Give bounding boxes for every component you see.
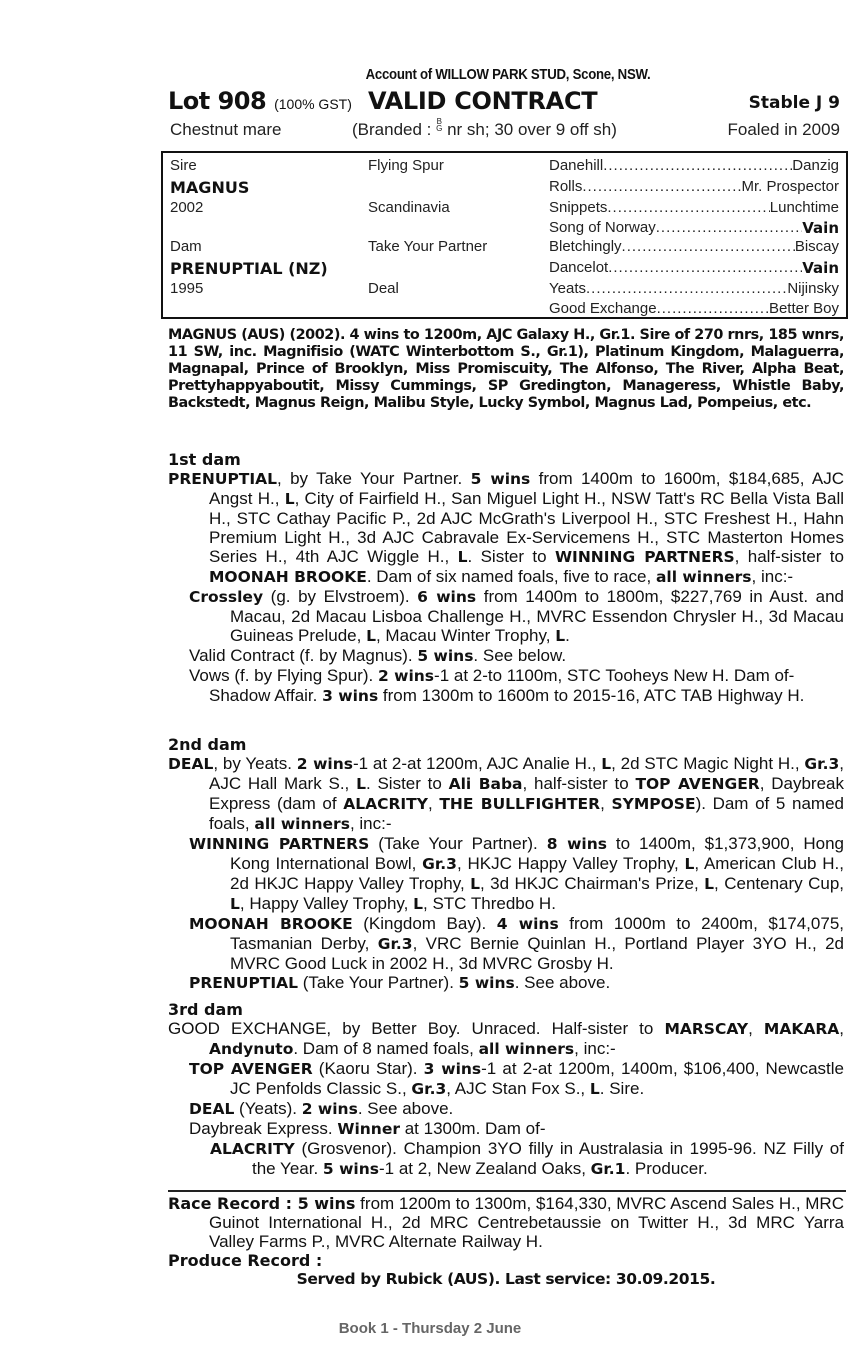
bold-text: ALACRITY (343, 795, 428, 813)
produce-record-label: Produce Record : (168, 1251, 323, 1270)
bold-text: TOP AVENGER (189, 1060, 313, 1078)
leader-dots (586, 280, 787, 297)
dam-dam: Deal (368, 280, 399, 297)
leader-dots (657, 300, 769, 317)
bold-text: 3 wins (322, 687, 379, 705)
text-run: , inc:- (349, 814, 392, 833)
text-run: GOOD EXCHANGE, by Better Boy. Unraced. Half-sister to (168, 1019, 665, 1038)
third-dam-main (168, 1019, 844, 1059)
text-run: . Sister to (467, 547, 555, 566)
bold-text: 5 wins (417, 647, 474, 665)
grandparent-row (549, 238, 839, 255)
bold-text: 8 wins (546, 835, 607, 853)
bold-text: 3 wins (423, 1060, 482, 1078)
text-run: -1 at 2-at 1200m, 1400m, $106,400, Newcastle JC Penfolds Classic S., (230, 1059, 844, 1098)
bold-text: Winner (337, 1120, 400, 1138)
bold-text: MOONAH BROOKE (209, 568, 367, 586)
bold-text: 6 wins (417, 588, 477, 606)
grandparent-row (549, 259, 839, 277)
leader-dots (582, 178, 741, 195)
bold-text: Andynuto (209, 1040, 294, 1058)
text-run: , 2d STC Magic Night H., (611, 754, 805, 773)
text-run: , AJC Stan Fox S., (446, 1079, 590, 1098)
sire-sire: Flying Spur (368, 157, 444, 174)
text-run: ). Dam of 5 named foals, (209, 794, 844, 833)
text-run: , inc:- (751, 567, 794, 586)
text-run: (Kingdom Bay). (352, 914, 497, 933)
bold-text: PRENUPTIAL (168, 470, 278, 488)
bold-text: 2 wins (301, 1100, 358, 1118)
text-run: , Daybreak Express (dam of (209, 774, 845, 813)
text-run: (Take Your Partner). (298, 973, 459, 992)
text-run: , AJC Hall Mark S., (209, 754, 844, 793)
text-run: , Macau Winter Trophy, (375, 626, 556, 645)
bold-text: Crossley (189, 588, 264, 606)
grandparent-name: Snippets (549, 199, 608, 216)
sire-summary: MAGNUS (AUS) (2002). 4 wins to 1200m, AJC Galaxy H., Gr.1. Sire of 270 rnrs, 185 wnrs, 11 SW, inc. Magnifisio (WATC Winterbottom S., Gr.1), Platinum Kingdom, Malaguerra, Magnapal, Prince of Brooklyn, Miss Promiscuity, The Alfonso, The River, Alpha Beat, Prettyhappyaboutit, Missy Cummings, SP Gredington, Manageress, Whistle Baby, Backstedt, Magnus Reign, Malibu Style, Lucky Symbol, Magnus Lad, Pompeius, etc. (168, 327, 844, 411)
grandparent-sire: Better Boy (768, 300, 839, 317)
page-footer: Book 1 - Thursday 2 June (338, 1320, 522, 1337)
gst-note: (100% GST) (274, 96, 352, 112)
lot-number (168, 87, 352, 115)
text-run: -1 at 2-to 1100m, STC Tooheys New H. Dam of- (434, 666, 795, 685)
grandparent-sire: Lunchtime (769, 199, 839, 216)
bold-text: L (356, 775, 366, 793)
bold-text: DEAL (168, 755, 214, 773)
horse-details (168, 117, 848, 142)
text-run: . Dam of six named foals, five to race, (366, 567, 656, 586)
bold-text: L (366, 627, 376, 645)
race-record (168, 1194, 844, 1251)
divider (168, 1190, 846, 1192)
text-run: , by Take Your Partner. (277, 469, 471, 488)
progeny-entry (168, 1059, 844, 1099)
branded-prefix: (Branded : (352, 120, 432, 139)
first-dam-section (168, 450, 844, 706)
bold-text: L (284, 490, 295, 508)
text-run: , half-sister to (734, 547, 844, 566)
bold-text: L (704, 875, 715, 893)
progeny-entry (168, 646, 844, 666)
lot-header (168, 87, 848, 117)
third-dam-section (168, 1000, 844, 1179)
text-run: , HKJC Happy Valley Trophy, (456, 854, 685, 873)
text-run: , 3d HKJC Chairman's Prize, (480, 874, 705, 893)
sire-year: 2002 (170, 199, 204, 216)
bold-text: all winners (655, 568, 752, 586)
grand-progeny-entry (168, 686, 844, 706)
foaled-year: Foaled in 2009 (727, 120, 840, 139)
text-run: , Centenary Cup, (714, 874, 844, 893)
text-run: . See above. (514, 973, 611, 992)
text-run: , STC Thredbo H. (423, 894, 556, 913)
text-run: , City of Fairfield H., San Miguel Light H., NSW Tatt's RC Bella Vista Ball H., STC Cathay Pacific P., 2d AJC McGrath's Liverpool H., STC Freshest H., Hahn Premium Light H., 3d AJC Cabravale Ex-Servicemens H., STC Masterton Homes Series H., 4th AJC Wiggle H., (209, 489, 844, 566)
text-run: , half-sister to (522, 774, 636, 793)
text-run: -1 at 2-at 1200m, AJC Analie H., (352, 754, 602, 773)
bold-text: L (230, 895, 240, 913)
bold-text: WINNING PARTNERS (554, 548, 735, 566)
leader-dots (607, 199, 769, 216)
first-dam-heading: 1st dam (168, 450, 241, 469)
progeny-entry (168, 1099, 844, 1119)
grandparent-sire: Vain (802, 219, 839, 237)
bold-text: L (589, 1080, 600, 1098)
sire-name: MAGNUS (170, 178, 250, 197)
bold-text: THE BULLFIGHTER (439, 795, 601, 813)
text-run: , (600, 794, 612, 813)
text-run: from 1400m to 1800m, $227,769 in Aust. and Macau, 2d Macau Lisboa Challenge H., MVRC Essendon Chrysler H., 3d Macau Guineas Prelude, (230, 587, 845, 645)
bold-text: Gr.3 (422, 855, 457, 873)
sire-label: Sire (170, 157, 197, 174)
leader-dots (656, 219, 803, 237)
grandparent-sire: Vain (802, 259, 839, 277)
grandparent-name: Bletchingly (549, 238, 622, 255)
bold-text: 5 wins (322, 1160, 379, 1178)
dam-sire: Take Your Partner (368, 238, 488, 255)
bold-text: MAKARA (763, 1020, 840, 1038)
race-record-label: Race Record : 5 wins (168, 1194, 356, 1213)
produce-record-served: Served by Rubick (AUS). Last service: 30.09.2015. (296, 1270, 716, 1288)
text-run: (Kaoru Star). (312, 1059, 424, 1078)
second-dam-heading: 2nd dam (168, 735, 247, 754)
bold-text: ALACRITY (210, 1140, 295, 1158)
dam-name: PRENUPTIAL (NZ) (170, 259, 328, 278)
leader-dots (622, 238, 795, 255)
first-dam-main (168, 469, 844, 587)
bold-text: 2 wins (296, 755, 353, 773)
grandparent-sire: Biscay (794, 238, 839, 255)
text-run: from 1000m to 2400m, $174,075, Tasmanian Derby, (230, 914, 844, 953)
brand-description (352, 117, 617, 140)
grandparent-row (549, 280, 839, 297)
bold-text: L (684, 855, 695, 873)
grandparent-name: Rolls (549, 178, 583, 195)
bold-text: L (555, 627, 566, 645)
bold-text: L (601, 755, 612, 773)
text-run: (Yeats). (234, 1099, 302, 1118)
grandparent-name: Danehill (549, 157, 604, 174)
bold-text: Gr.1 (590, 1160, 626, 1178)
leader-dots (608, 259, 802, 277)
text-run: . (565, 626, 570, 645)
progeny-entry (168, 1119, 844, 1139)
second-dam-main (168, 754, 844, 834)
text-run: , (839, 1019, 844, 1038)
text-run: , (748, 1019, 764, 1038)
bold-text: Ali Baba (448, 775, 523, 793)
progeny-entry (168, 973, 844, 993)
grandparent-sire: Mr. Prospector (741, 178, 839, 195)
grandparent-name: Yeats (549, 280, 586, 297)
text-run: . Producer. (625, 1159, 708, 1178)
leader-dots (603, 157, 792, 174)
grandparent-row (549, 300, 839, 317)
dam-label: Dam (170, 238, 202, 255)
text-run: . Dam of 8 named foals, (293, 1039, 479, 1058)
bold-text: L (457, 548, 468, 566)
bold-text: MOONAH BROOKE (189, 915, 353, 933)
bold-text: MARSCAY (664, 1020, 749, 1038)
progeny-entry (168, 587, 844, 646)
text-run: Valid Contract (f. by Magnus). (189, 646, 418, 665)
text-run: from 1400m to 1600m, $184,685, AJC Angst H., (209, 469, 844, 508)
grandparent-name: Song of Norway (549, 219, 656, 236)
bold-text: 5 wins (458, 974, 515, 992)
bold-text: 2 wins (377, 667, 435, 685)
text-run: , Happy Valley Trophy, (239, 894, 414, 913)
grandparent-sire: Danzig (792, 157, 839, 174)
grandparent-row (549, 178, 839, 195)
text-run: at 1300m. Dam of- (399, 1119, 546, 1138)
third-dam-heading: 3rd dam (168, 1000, 243, 1019)
grandparent-sire: Nijinsky (787, 280, 839, 297)
progeny-entry (168, 834, 844, 914)
brand-glyph-icon: B G (436, 117, 443, 133)
bold-text: L (470, 875, 481, 893)
text-run: , by Yeats. (213, 754, 297, 773)
text-run: , VRC Bernie Quinlan H., Portland Player 3YO H., 2d MVRC Good Luck in 2002 H., 3d MVRC Grosby H. (230, 934, 844, 973)
bold-text: all winners (478, 1040, 575, 1058)
text-run: (Grosvenor). Champion 3YO filly in Australasia in 1995-96. NZ Filly of the Year. (252, 1139, 844, 1178)
grandparent-name: Good Exchange (549, 300, 657, 317)
second-dam-section (168, 735, 844, 993)
text-run: , (427, 794, 440, 813)
bold-text: 4 wins (496, 915, 559, 933)
sire-dam: Scandinavia (368, 199, 450, 216)
text-run: (g. by Elvstroem). (263, 587, 418, 606)
bold-text: Gr.3 (377, 935, 413, 953)
bold-text: all winners (254, 815, 350, 833)
records-section (168, 1194, 844, 1289)
bold-text: WINNING PARTNERS (189, 835, 370, 853)
race-record-text: from 1200m to 1300m, $164,330, MVRC Ascend Sales H., MRC Guinot International H., 2d MRC Centrebetaussie on Twitter H., 3d MRC Yarra Valley Farms P., MVRC Alternate Railway H. (209, 1194, 844, 1251)
bold-text: TOP AVENGER (635, 775, 760, 793)
text-run: . See above. (357, 1099, 454, 1118)
text-run: -1 at 2, New Zealand Oaks, (378, 1159, 591, 1178)
bold-text: L (413, 895, 424, 913)
horse-name: VALID CONTRACT (368, 87, 598, 115)
bold-text: Gr.3 (804, 755, 840, 773)
text-run: (Take Your Partner). (369, 834, 547, 853)
bold-text: SYMPOSE (611, 795, 696, 813)
text-run: . Sister to (365, 774, 449, 793)
grandparent-row (549, 157, 839, 174)
lot-label: Lot 908 (168, 87, 267, 115)
text-run: Daybreak Express. (189, 1119, 338, 1138)
text-run: from 1300m to 1600m to 2015-16, ATC TAB Highway H. (378, 686, 805, 705)
text-run: to 1400m, $1,373,900, Hong Kong International Bowl, (230, 834, 845, 873)
text-run: , American Club H., 2d HKJC Happy Valley Trophy, (230, 854, 844, 893)
text-run: Vows (f. by Flying Spur). (189, 666, 378, 685)
bold-text: PRENUPTIAL (189, 974, 299, 992)
bold-text: 5 wins (470, 470, 531, 488)
progeny-entry (168, 914, 844, 973)
progeny-entry (168, 666, 844, 686)
text-run: Shadow Affair. (209, 686, 323, 705)
text-run: . Sire. (599, 1079, 645, 1098)
grandparent-row (549, 219, 839, 237)
sex-colour: Chestnut mare (170, 120, 282, 139)
stable-location: Stable J 9 (748, 93, 840, 113)
bold-text: DEAL (189, 1100, 235, 1118)
vendor-account: Account of WILLOW PARK STUD, Scone, NSW. (365, 66, 651, 83)
text-run: . See below. (473, 646, 567, 665)
branded-suffix: nr sh; 30 over 9 off sh) (447, 120, 617, 139)
grandparent-name: Dancelot (549, 259, 609, 276)
text-run: , inc:- (574, 1039, 616, 1058)
grand-progeny-entry (168, 1139, 844, 1179)
dam-year: 1995 (170, 280, 204, 297)
pedigree-table (161, 151, 848, 319)
grandparent-row (549, 199, 839, 216)
bold-text: Gr.3 (411, 1080, 447, 1098)
